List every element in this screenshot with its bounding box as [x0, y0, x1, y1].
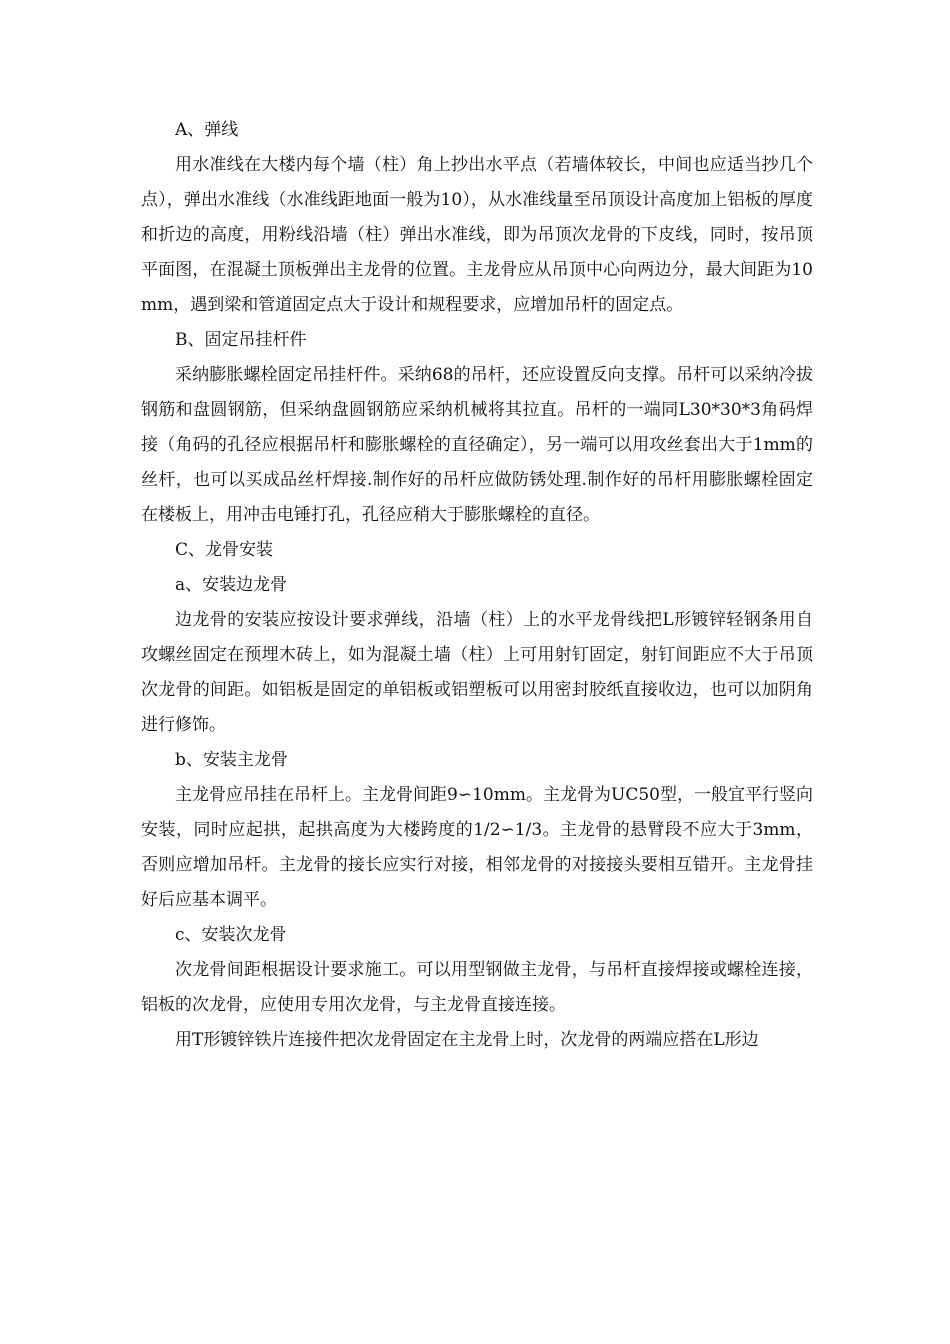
section-heading-c: C、龙骨安装	[175, 540, 274, 560]
paragraph: 用T形镀锌铁片连接件把次龙骨固定在主龙骨上时，次龙骨的两端应搭在L形边	[175, 1030, 759, 1050]
subsection-heading-c: c、安装次龙骨	[175, 925, 287, 945]
paragraph: 采纳膨胀螺栓固定吊挂杆件。采纳68的吊杆，还应设置反向支撑。吊杆可以采纳冷拔钢筋和盘圆钢筋，但采纳盘圆钢筋应采纳机械将其拉直。吊杆的一端同L30*30*3角码焊接（角码的孔径应根据吊杆和膨胀螺栓的直径确定），另一端可以用攻丝套出大于1mm的丝杆，也可以买成品丝杆焊接.制作好的吊杆应做防锈处理.制作好的吊杆用膨胀螺栓固定在楼板上，用冲击电锤打孔，孔径应稍大于膨胀螺栓的直径。	[141, 365, 813, 525]
document-body	[141, 113, 813, 1058]
subsection-heading-b: b、安装主龙骨	[175, 750, 288, 770]
section-heading-a: A、弹线	[175, 120, 239, 140]
subsection-heading-a: a、安装边龙骨	[175, 575, 288, 595]
paragraph: 用水准线在大楼内每个墙（柱）角上抄出水平点（若墙体较长，中间也应适当抄几个点），弹出水准线（水准线距地面一般为10），从水准线量至吊顶设计高度加上铝板的厚度和折边的高度，用粉线沿墙（柱）弹出水准线，即为吊顶次龙骨的下皮线，同时，按吊顶平面图，在混凝土顶板弹出主龙骨的位置。主龙骨应从吊顶中心向两边分，最大间距为10mm，遇到梁和管道固定点大于设计和规程要求，应增加吊杆的固定点。	[141, 155, 813, 315]
section-heading-b: B、固定吊挂杆件	[175, 330, 307, 350]
paragraph: 主龙骨应吊挂在吊杆上。主龙骨间距9∽10mm。主龙骨为UC50型，一般宜平行竖向安装，同时应起拱，起拱高度为大楼跨度的1/2∽1/3。主龙骨的悬臂段不应大于3mm，否则应增加吊杆。主龙骨的接长应实行对接，相邻龙骨的对接接头要相互错开。主龙骨挂好后应基本调平。	[141, 785, 813, 910]
paragraph: 次龙骨间距根据设计要求施工。可以用型钢做主龙骨，与吊杆直接焊接或螺栓连接，铝板的次龙骨，应使用专用次龙骨，与主龙骨直接连接。	[141, 960, 813, 1015]
paragraph: 边龙骨的安装应按设计要求弹线，沿墙（柱）上的水平龙骨线把L形镀锌轻钢条用自攻螺丝固定在预埋木砖上，如为混凝土墙（柱）上可用射钉固定，射钉间距应不大于吊顶次龙骨的间距。如铝板是固定的单铝板或铝塑板可以用密封胶纸直接收边，也可以加阴角进行修饰。	[141, 610, 813, 735]
